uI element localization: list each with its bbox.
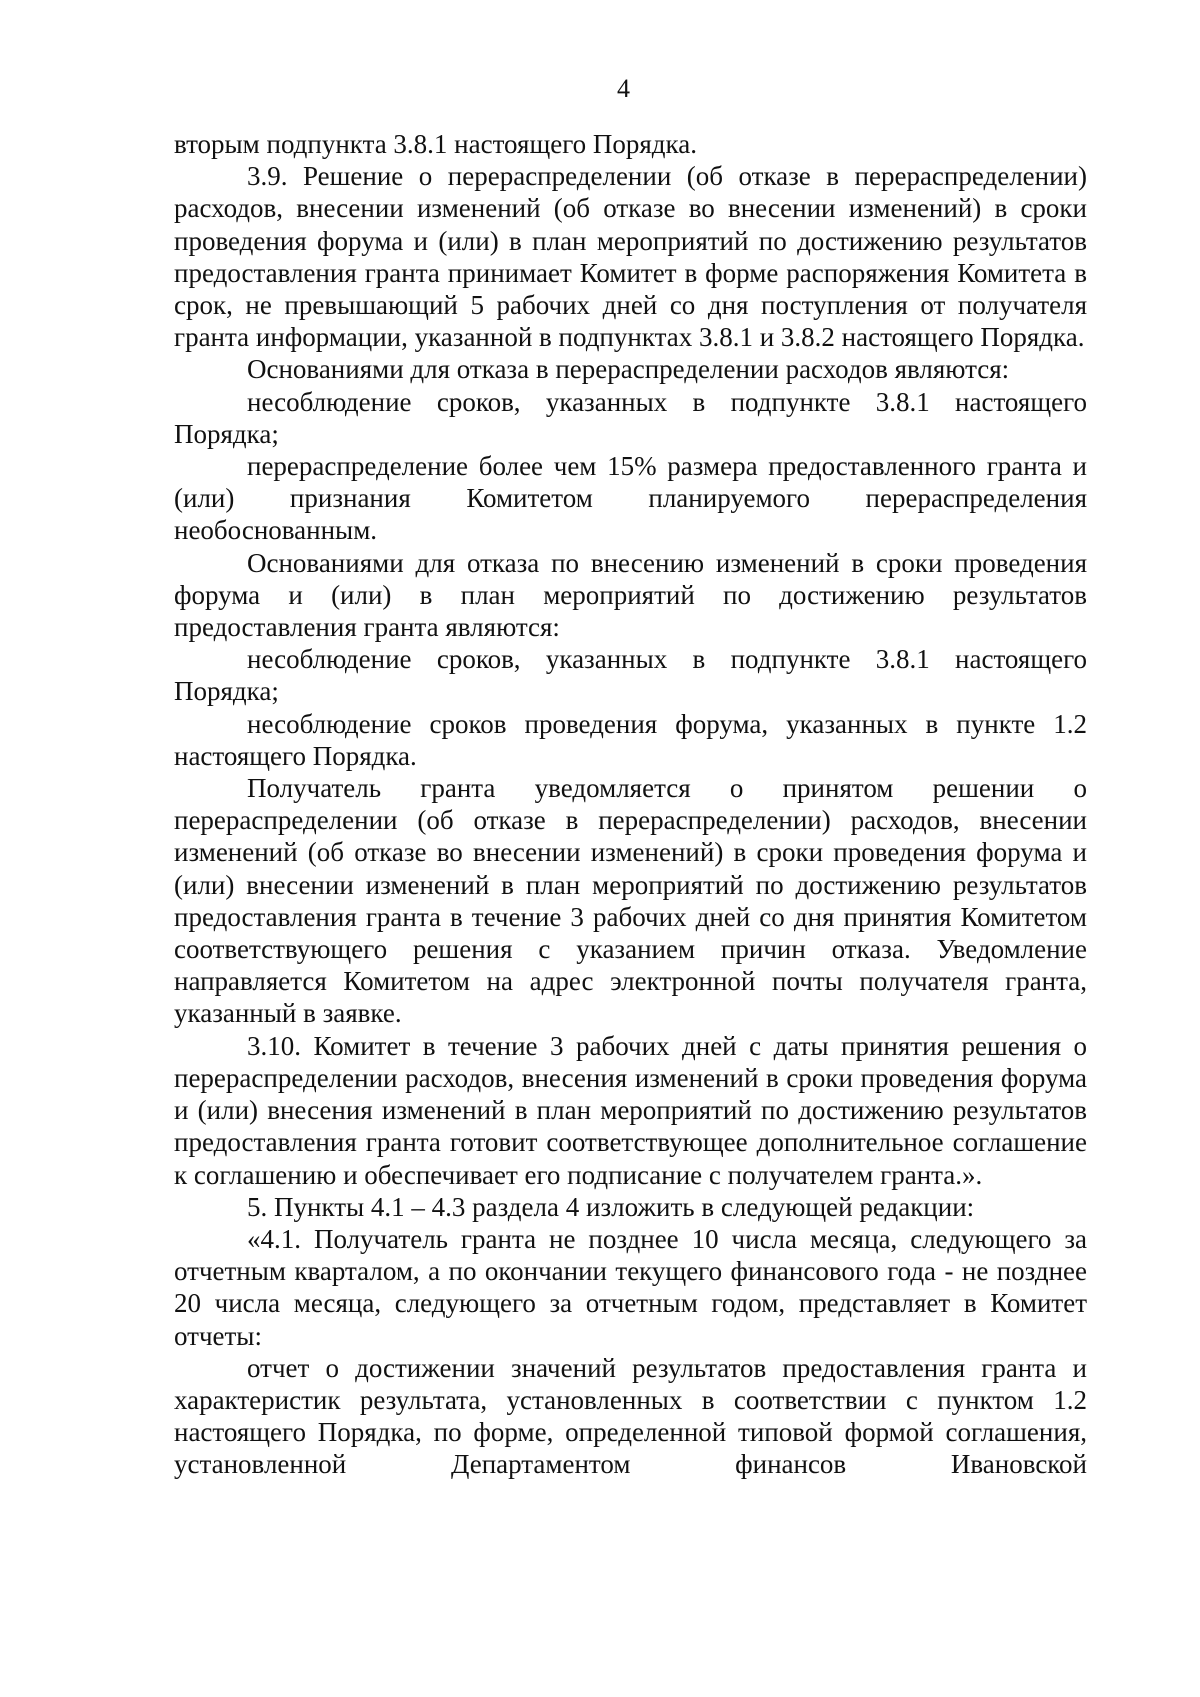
paragraph-3-10: 3.10. Комитет в течение 3 рабочих дней с даты принятия решения о перераспределении расходов, внесения изменений в сроки проведения форума и (или) внесения изменений в план мероприятий по достижению результатов предоставления гранта готовит соответствующее дополнительное соглашение к соглашению и обеспечивает его подписание с получателем гранта.». xyxy=(174,1030,1087,1190)
paragraph-redistribution-ground-deadline: несоблюдение сроков, указанных в подпункте 3.8.1 настоящего Порядка; xyxy=(174,386,1087,449)
page-number: 4 xyxy=(617,74,630,103)
document-body xyxy=(174,128,1087,1481)
paragraph-4-1: «4.1. Получатель гранта не позднее 10 числа месяца, следующего за отчетным кварталом, а по окончании текущего финансового года - не позднее 20 числа месяца, следующего за отчетным годом, представляет в Комитет отчеты: xyxy=(174,1223,1087,1351)
paragraph-redistribution-grounds-intro: Основаниями для отказа в перераспределении расходов являются: xyxy=(247,354,1010,385)
paragraph-item-5: 5. Пункты 4.1 – 4.3 раздела 4 изложить в следующей редакции: xyxy=(247,1191,975,1222)
paragraph-changes-ground-deadline: несоблюдение сроков, указанных в подпункте 3.8.1 настоящего Порядка; xyxy=(174,644,1087,707)
paragraph-changes-grounds-intro: Основаниями для отказа по внесению изменений в сроки проведения форума и (или) в план мероприятий по достижению результатов предоставления гранта являются: xyxy=(174,547,1087,643)
paragraph-redistribution-ground-percent: перераспределение более чем 15% размера предоставленного гранта и (или) признания Комитетом планируемого перераспределения необоснованным. xyxy=(174,451,1087,546)
paragraph-3-9: 3.9. Решение о перераспределении (об отказе в перераспределении) расходов, внесении изменений (об отказе во внесении изменений) в сроки проведения форума и (или) в план мероприятий по достижению результатов предоставления гранта принимает Комитет в форме распоряжения Комитета в срок, не превышающий 5 рабочих дней со дня поступления от получателя гранта информации, указанной в подпунктах 3.8.1 и 3.8.2 настоящего Порядка. xyxy=(174,161,1087,353)
paragraph-report-results: отчет о достижении значений результатов предоставления гранта и характеристик результата, установленных в соответствии с пунктом 1.2 настоящего Порядка, по форме, определенной типовой формой соглашения, установленной Департаментом финансов Ивановской xyxy=(174,1352,1087,1480)
paragraph-continuation: вторым подпункта 3.8.1 настоящего Порядка. xyxy=(174,129,697,159)
paragraph-notification: Получатель гранта уведомляется о принятом решении о перераспределении (об отказе в перераспределении) расходов, внесении изменений (об отказе во внесении изменений) в сроки проведения форума и (или) внесении изменений в план мероприятий по достижению результатов предоставления гранта в течение 3 рабочих дней со дня принятия Комитетом соответствующего решения с указанием причин отказа. Уведомление направляется Комитетом на адрес электронной почты получателя гранта, указанный в заявке. xyxy=(174,773,1087,1029)
paragraph-changes-ground-forum-dates: несоблюдение сроков проведения форума, указанных в пункте 1.2 настоящего Порядка. xyxy=(174,708,1087,771)
